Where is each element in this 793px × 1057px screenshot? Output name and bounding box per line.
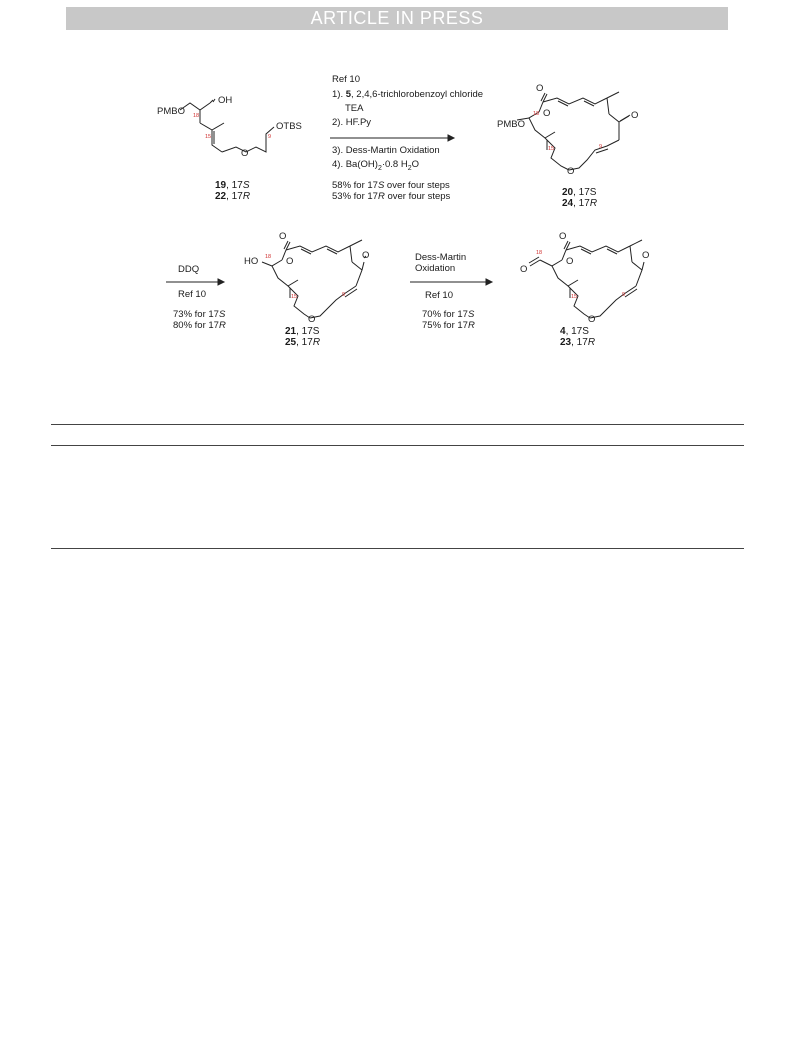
compound-19-structure [150,90,320,170]
compound-21-label: 21, 17S [285,326,320,337]
o-aldehyde-label: O [520,264,528,275]
o-ester-label: O [536,83,544,94]
step3-reagent-1: Dess-Martin [415,252,467,263]
step3-ref: Ref 10 [425,290,453,301]
ho-label: HO [244,256,259,267]
compound-20-label: 20, 17S [562,187,597,198]
locant-15: 15 [291,294,298,300]
compound-4-label: 4, 17S [560,326,589,337]
step3-yield-1: 70% for 17S [422,309,475,320]
pmbo-label: PMBO [497,119,525,130]
step3-arrow [410,278,494,286]
o-ketone-label: O [642,250,650,261]
step2-ref: Ref 10 [178,289,206,300]
compound-24-label: 24, 17R [562,198,598,209]
step1-arrow [330,134,456,142]
compound-25-label: 25, 17R [285,337,321,348]
locant-18: 18 [265,254,272,260]
o-ether-label: O [567,166,575,177]
o-ester-label: O [559,231,567,242]
otbs-label: OTBS [276,121,302,132]
table-top-rule [51,424,744,425]
o-ketone-label: O [362,250,370,261]
locant-15: 15 [205,134,212,140]
o-ring-label: O [286,256,294,267]
compound-4-structure [510,228,660,338]
step3-reagent-2: Oxidation [415,263,456,274]
o-ether-label: O [241,148,249,159]
article-in-press-banner: ARTICLE IN PRESS [66,7,728,30]
step1-reagent-1b: TEA [345,103,364,114]
step1-yield-2: 53% for 17R over four steps [332,191,451,202]
step1-yield-1: 58% for 17S over four steps [332,180,450,191]
step1-reagent-2: 2). HF.Py [332,117,372,128]
locant-18: 18 [533,111,540,117]
o-ether-label: O [308,314,316,325]
step3-yield-2: 75% for 17R [422,320,475,331]
locant-15: 15 [548,146,555,152]
step2-reagent: DDQ [178,264,200,275]
compound-21-structure [240,228,390,338]
locant-9: 9 [622,292,626,298]
locant-9: 9 [268,134,272,140]
locant-18: 18 [536,250,543,256]
step2-yield-1: 73% for 17S [173,309,226,320]
locant-9: 9 [599,144,603,150]
locant-15: 15 [571,294,578,300]
table-bottom-rule [51,548,744,549]
pmbo-label: PMBO [157,106,185,117]
o-ether-label: O [588,314,596,325]
step1-reagent-3: 3). Dess-Martin Oxidation [332,145,440,156]
table-header-rule [51,445,744,446]
o-ester-label: O [279,231,287,242]
compound-19-label: 19, 17S [215,180,250,191]
compound-23-label: 23, 17R [560,337,596,348]
compound-22-label: 22, 17R [215,191,251,202]
oh-label: OH [218,95,233,106]
o-ring-label: O [543,108,551,119]
o-ring-label: O [566,256,574,267]
step2-yield-2: 80% for 17R [173,320,226,331]
step1-reagent-1: 1). 5, 2,4,6-trichlorobenzoyl chloride [332,89,484,100]
step1-ref: Ref 10 [332,74,360,85]
compound-20-structure [495,80,675,190]
locant-18: 18 [193,113,200,119]
step2-arrow [166,278,226,286]
locant-9: 9 [342,292,346,298]
o-ketone-label: O [631,110,639,121]
step1-reagent-4: 4). $Ba(OH)_2\cdot 0.8$ $H_2O$ [332,159,420,172]
